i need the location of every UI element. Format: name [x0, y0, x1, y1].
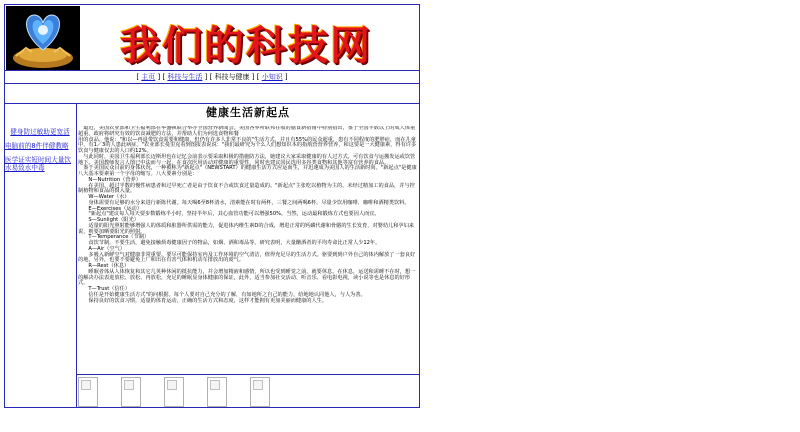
article-paragraph: 多吸入新鲜空气对健康非常重要。要尽可能保持室内及工作环境的空气清洁，值得充足尽的生活方式。驱要到到户外自己的体内解放了一套良好的地，另外，也要不要避免上厂和出在有害气体和机动车排放出的废气。: [78, 251, 416, 264]
broken-image-icon: [253, 380, 263, 390]
article-paragraph: 身体需要有足够的水分来进行新陈代谢。每天喝6至8杯清水，清素能在时有两杯，三餐之间两喝6杯，尽量少饮用咖啡、咖啡和酒精类饮料。: [78, 199, 410, 206]
sidebar-link-computer-health[interactable]: 电脑前的8件伴健教略: [5, 142, 69, 150]
site-title: 我们的科技网: [120, 22, 372, 69]
article-paragraph: A—Air（空气）: [78, 245, 125, 252]
thumbnail-broken-image[interactable]: [164, 377, 184, 407]
article-paragraph: 信任是开始健康生活方式"的问根据。每个人要对自己充分的了解，有如地所之自己的能力，给地地认同他人，与人为善。: [78, 291, 366, 298]
article-paragraph: T—Trust（信任）: [78, 286, 131, 292]
article-paragraph: S—Sunlight（阳光）: [78, 217, 139, 223]
article-paragraph: 适量的阳光照射能够增强人的体质和脏器所供需的能力，促进体内维生素D的合成，增进正常的钙磷代谢和骨骼的生长发育，对婴幼儿和孕妇来说，则要加晒要阳光的照射。: [78, 222, 414, 235]
sidebar: [5, 128, 75, 178]
nav-divider: [4, 83, 420, 84]
nav-home-link[interactable]: 主页: [141, 73, 156, 81]
article-paragraph: 用的食品。他说："和以—再退带饮食需要和健康，但仍有许多人非常不良的"生活方式，并且有55%的民众超重，患有不同程度的肥胖症，而在儿童中，有1／3的人患此病症。"农业部长曼里克看到图报表说说："我们最研究为个么人们想知识本的指航营营养营养，和这要是一大健康素，得有许多饮食与健康仅去的人口约12%。: [78, 136, 417, 154]
article-paragraph: 鉴于美国民众目前的身体状况，一种被称为"新起点"（NEWSTART）的健康生活方式应运而生，并迅速成为美国人的生活新时尚。"新起点"是健康八大基本要素第一个字母的缩写。八大要素分别是：: [78, 165, 417, 177]
broken-image-icon: [210, 380, 220, 390]
article-paragraph: E—Exercises（运动）: [78, 205, 142, 212]
article-paragraph: W—Water（水）: [78, 194, 130, 200]
nav-tech-life-link[interactable]: 科技与生活: [167, 73, 203, 81]
article-paragraph: 食饮节制，不要生活，避免接触烦毒健康因子的物品，如烟、酒和毒品等。研究表明，大量酗酒者的平均寿命比正常人少12年。: [78, 240, 381, 246]
article-paragraph: N—Nutrition（营养）: [78, 176, 141, 183]
article-title: 健康生活新起点: [206, 106, 290, 119]
article-body: [78, 126, 418, 372]
article-paragraph: R—Rest（休息）: [78, 263, 130, 269]
thumbnail-row: [78, 377, 278, 407]
nav-tech-health-current: 科技与健康: [214, 73, 250, 81]
thumbnail-broken-image[interactable]: [78, 377, 98, 407]
heart-hands-logo-icon: [6, 6, 80, 70]
site-logo[interactable]: [6, 6, 80, 70]
sidebar-link-water-intoxication[interactable]: 医学证实短时间大量饮水易致水中毒: [5, 156, 71, 172]
thumbnail-broken-image[interactable]: [250, 377, 270, 407]
article-paragraph: 最近，美国农业部和卫生福利部在华盛顿联合举办全国营养新闻会。美国各界所联邦在收的膳食新指南中特别指出，鉴于全国半数以上的成人体重超重，政府将研究有效的饮食减肥的方法，并帮助人们为何选食物和餐: [78, 126, 416, 137]
article-paragraph: 与此同时，美国卫生福利部长迈斯坦也在记忆会前表示要采取积极的措施防方法，她建议大家采取健康的有人过方式，可有饮食与运搬发运或饮管地下。美国教师发言人图已中法而与一起，在食次医用活动对健康的重要性，同时也建议国民选用多谷类食物和其他等富有营养的食品。: [78, 153, 416, 166]
article-paragraph: T—Temperance（节制）: [78, 234, 150, 241]
article-paragraph: 保持良好的饮食习惯，适量的体育运动，正确的生活方式和态度，这样才能拥有更加美丽而健康的人生。: [78, 297, 328, 304]
thumbnail-broken-image[interactable]: [207, 377, 227, 407]
site-title-banner: [84, 6, 418, 70]
article-bottom-divider: [76, 374, 420, 375]
sidebar-divider: [76, 103, 77, 408]
thumbnail-broken-image[interactable]: [121, 377, 141, 407]
article-paragraph: 睡眠者体从人体恢复和其它几英种休闲的抵抗能力，并会增加精液和感情，所以也受到睡觉之前，就要休息。在休息，运送和需睡不在时，想一的解决办法表进放松、放松、再放松，充足的睡眠显身体健康的保证，此外，适当参加社交活动、听音乐、看电影电视，读小说等也是休息的好形式。: [78, 268, 416, 287]
article-paragraph: 在美国，超过半数的慢性病患者和过早死亡者是由于饮食不合或饮食过量造成的。"新起点"主张吃以植物为主的、未经过精加工的食品，并与控制植物和食品的摄入量。: [78, 182, 415, 195]
broken-image-icon: [81, 380, 91, 390]
broken-image-icon: [124, 380, 134, 390]
sidebar-link-fitness[interactable]: 健身防过敏助更宽活: [10, 128, 70, 136]
top-nav: [ 主页 ] [ 科技与生活 ] [ 科技与健康 ] [ 小知识 ]: [136, 73, 288, 81]
article-paragraph: "新起点"建议每人每天要步数锻练半小时，坚持半年后，其心血管功能可以增强50%。当然，运动最和锻炼方式也要因人而宜。: [78, 211, 380, 218]
nav-tips-link[interactable]: 小知识: [261, 73, 283, 81]
broken-image-icon: [167, 380, 177, 390]
